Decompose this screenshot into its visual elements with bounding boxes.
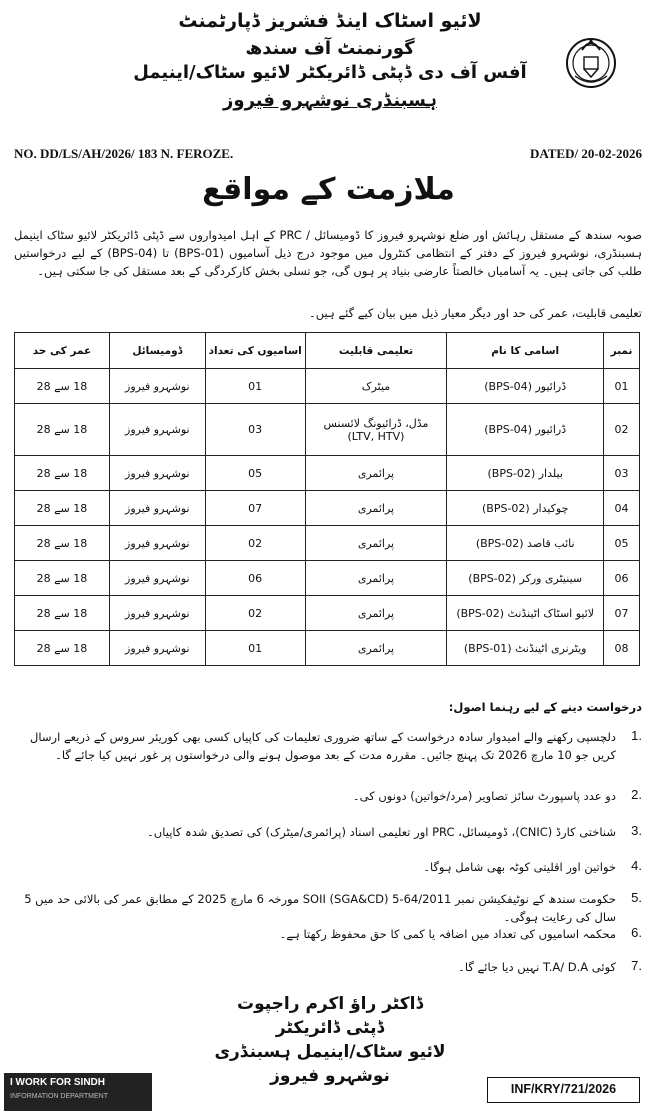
- guideline-number: 6.: [631, 925, 642, 940]
- cell-qualification: پرائمری: [305, 491, 447, 526]
- table-header-row: [15, 333, 640, 369]
- table-row: [15, 526, 640, 561]
- inf-number: INF/KRY/721/2026: [487, 1077, 640, 1103]
- letter-date: DATED/ 20-02-2026: [529, 146, 642, 161]
- table-row: [15, 596, 640, 631]
- cell-age: 18 سے 28: [15, 526, 110, 561]
- cell-qualification: پرائمری: [305, 631, 447, 666]
- cell-qualification: پرائمری: [305, 456, 447, 491]
- cell-age: 18 سے 28: [15, 404, 110, 456]
- guideline-text: دلچسپی رکھنے والے امیدوار سادہ درخواست کے ساتھ ضروری تعلیمات کی کاپیاں کسی بھی کوریئر سروس کے ذریعے ارسال کریں جو 10 مارچ 2026 تک پہنچ جائیں۔ مقررہ مدت کے بعد موصول ہونے والی درخواستوں پر غور نہیں کیا جائے گا۔: [30, 730, 616, 762]
- cell-domicile: نوشہرو فیروز: [109, 404, 205, 456]
- cell-posts: 01: [205, 369, 305, 404]
- cell-age: 18 سے 28: [15, 631, 110, 666]
- cell-post: سینیٹری ورکر (BPS-02): [447, 561, 604, 596]
- header-qualification: تعلیمی قابلیت: [305, 333, 447, 369]
- cell-post: ویٹرنری اٹینڈنٹ (BPS-01): [447, 631, 604, 666]
- table-row: [15, 491, 640, 526]
- cell-qualification: پرائمری: [305, 561, 447, 596]
- header-domicile: ڈومیسائل: [109, 333, 205, 369]
- cell-post: لائیو اسٹاک اٹینڈنٹ (BPS-02): [447, 596, 604, 631]
- cell-post: ڈرائیور (BPS-04): [447, 404, 604, 456]
- cell-qualification: پرائمری: [305, 526, 447, 561]
- guideline-number: 7.: [631, 958, 642, 973]
- vacancies-table: [14, 332, 640, 666]
- guideline-text: دو عدد پاسپورٹ سائز تصاویر (مرد/خواتین) دونوں کی۔: [352, 789, 616, 803]
- table-row: [15, 561, 640, 596]
- qualification-line: مڈل، ڈرائیونگ لائسنس: [323, 416, 429, 430]
- cell-age: 18 سے 28: [15, 561, 110, 596]
- guideline-text: خواتین اور اقلیتی کوٹہ بھی شامل ہوگا۔: [423, 860, 616, 874]
- cell-domicile: نوشہرو فیروز: [109, 561, 205, 596]
- guideline-number: 5.: [631, 890, 642, 905]
- cell-sno: 01: [604, 369, 640, 404]
- reference-row: [14, 146, 642, 166]
- cell-posts: 03: [205, 404, 305, 456]
- cell-posts: 01: [205, 631, 305, 666]
- cell-posts: 07: [205, 491, 305, 526]
- guideline-item: [14, 890, 642, 930]
- cell-age: 18 سے 28: [15, 369, 110, 404]
- header-age: عمر کی حد: [15, 333, 110, 369]
- cell-sno: 05: [604, 526, 640, 561]
- cell-domicile: نوشہرو فیروز: [109, 526, 205, 561]
- officer-department: لائیو سٹاک/اینیمل ہسبنڈری: [214, 1042, 446, 1062]
- letter-number: NO. DD/LS/AH/2026/ 183 N. FEROZE.: [14, 146, 234, 161]
- department-name: لائیو اسٹاک اینڈ فشریز ڈپارٹمنٹ: [178, 10, 482, 32]
- badge-subtitle: INFORMATION DEPARTMENT: [10, 1093, 108, 1100]
- cell-qualification: [305, 404, 447, 456]
- cell-sno: 06: [604, 561, 640, 596]
- cell-domicile: نوشہرو فیروز: [109, 369, 205, 404]
- guidelines-heading: درخواست دینے کے لیے رہنما اصول:: [448, 700, 642, 714]
- government-name: گورنمنٹ آف سندھ: [245, 38, 415, 59]
- cell-posts: 02: [205, 526, 305, 561]
- cell-domicile: نوشہرو فیروز: [109, 596, 205, 631]
- i-work-for-sindh-logo: [4, 1073, 152, 1111]
- cell-sno: 02: [604, 404, 640, 456]
- cell-domicile: نوشہرو فیروز: [109, 456, 205, 491]
- guideline-text: محکمہ اسامیوں کی تعداد میں اضافہ یا کمی کا حق محفوظ رکھتا ہے۔: [279, 927, 616, 941]
- guideline-text: حکومت سندھ کے نوٹیفکیشن نمبر SOII (SGA&CD) 5-64/2011 مورخہ 6 مارچ 2025 کے مطابق عمر کی بالائی حد میں 5 سال کی رعایت ہوگی۔: [24, 892, 616, 924]
- badge-title: I WORK FOR SINDH: [10, 1077, 105, 1088]
- header-posts: اسامیوں کی تعداد: [205, 333, 305, 369]
- cell-post: بیلدار (BPS-02): [447, 456, 604, 491]
- cell-age: 18 سے 28: [15, 596, 110, 631]
- officer-designation: ڈپٹی ڈائریکٹر: [275, 1018, 385, 1038]
- advertisement-title: ملازمت کے مواقع: [202, 172, 455, 207]
- cell-age: 18 سے 28: [15, 456, 110, 491]
- table-row: [15, 456, 640, 491]
- guideline-item: [14, 823, 642, 863]
- cell-age: 18 سے 28: [15, 491, 110, 526]
- cell-sno: 03: [604, 456, 640, 491]
- cell-sno: 04: [604, 491, 640, 526]
- officer-name: ڈاکٹر راؤ اکرم راجپوت: [236, 994, 424, 1014]
- intro-paragraph: صوبہ سندھ کے مستقل رہائش اور ضلع نوشہرو فیروز کا ڈومیسائل / PRC کے اہل امیدواروں سے ڈپٹی ڈائریکٹر لائیو سٹاک اینیمل ہسبنڈری، نوشہرو فیروز کے دفتر کے انتظامی کنٹرول میں موجود درج ذیل آسامیوں (BPS-01) تا (BPS-04) کے لیے درخواستیں طلب کی جاتی ہیں۔ یہ آسامیاں خالصتاً عارضی بنیاد پر ہوں گی، جو تسلی بخش کارکردگی کے بعد مستقل کی جا سکتی ہیں۔: [14, 228, 642, 278]
- guideline-number: 4.: [631, 858, 642, 873]
- header-post: اسامی کا نام: [447, 333, 604, 369]
- table-row: [15, 369, 640, 404]
- cell-post: نائب قاصد (BPS-02): [447, 526, 604, 561]
- officer-location: نوشہرو فیروز: [270, 1066, 390, 1086]
- header-sno: نمبر: [604, 333, 640, 369]
- cell-posts: 02: [205, 596, 305, 631]
- criteria-note: تعلیمی قابلیت، عمر کی حد اور دیگر معیار ذیل میں بیان کیے گئے ہیں۔: [309, 306, 642, 320]
- cell-domicile: نوشہرو فیروز: [109, 631, 205, 666]
- government-seal-icon: [560, 30, 622, 92]
- guideline-item: [14, 728, 642, 768]
- office-name: آفس آف دی ڈپٹی ڈائریکٹر لائیو سٹاک/اینیمل: [133, 62, 527, 83]
- license-type: (LTV, HTV): [347, 429, 405, 443]
- cell-posts: 05: [205, 456, 305, 491]
- table-row: [15, 631, 640, 666]
- guideline-number: 3.: [631, 823, 642, 838]
- cell-qualification: پرائمری: [305, 596, 447, 631]
- guideline-number: 1.: [631, 728, 642, 743]
- guideline-number: 2.: [631, 787, 642, 802]
- guideline-item: [14, 787, 642, 827]
- cell-posts: 06: [205, 561, 305, 596]
- guideline-text: کوئی T.A/ D.A نہیں دیا جائے گا۔: [458, 960, 616, 974]
- table-row: [15, 404, 640, 456]
- guideline-text: شناختی کارڈ (CNIC)، ڈومیسائل، PRC اور تعلیمی اسناد (پرائمری/میٹرک) کی تصدیق شدہ کاپیاں۔: [147, 825, 616, 839]
- cell-sno: 07: [604, 596, 640, 631]
- cell-post: ڈرائیور (BPS-04): [447, 369, 604, 404]
- signature-block: [150, 992, 510, 1088]
- office-location: ہسبنڈری نوشہرو فیروز: [223, 90, 437, 111]
- cell-sno: 08: [604, 631, 640, 666]
- cell-qualification: میٹرک: [305, 369, 447, 404]
- cell-domicile: نوشہرو فیروز: [109, 491, 205, 526]
- cell-post: چوکیدار (BPS-02): [447, 491, 604, 526]
